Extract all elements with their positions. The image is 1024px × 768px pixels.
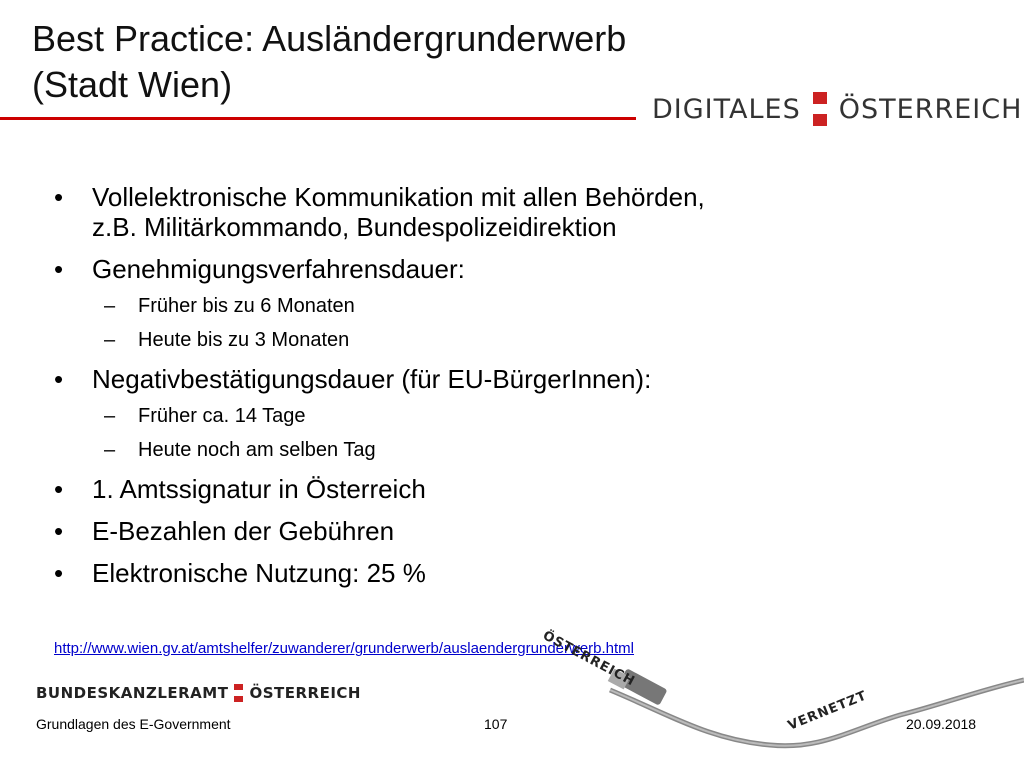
footer-page-number: 107 xyxy=(484,716,508,732)
bullet-item xyxy=(54,254,954,284)
bullet-item xyxy=(54,364,954,394)
bullet-item xyxy=(54,558,954,588)
sub-bullet-item xyxy=(54,404,954,428)
bullet-marker: • xyxy=(54,516,64,546)
bundeskanzleramt-logo xyxy=(36,684,361,702)
slide-title-line-2: (Stadt Wien) xyxy=(32,64,233,105)
source-link[interactable]: http://www.wien.gv.at/amtshelfer/zuwanderer/grunderwerb/auslaendergrunderwerb.html xyxy=(54,640,635,657)
logo-word-left: DIGITALES xyxy=(652,93,801,125)
bullet-text: Elektronische Nutzung: 25 % xyxy=(92,558,426,588)
logo-bottom-left: BUNDESKANZLERAMT xyxy=(36,684,229,702)
logo-bottom-right: ÖSTERREICH xyxy=(249,684,361,702)
bullet-item xyxy=(54,182,954,242)
title-underline-rule xyxy=(0,117,636,120)
bullet-text: Genehmigungsverfahrensdauer: xyxy=(92,254,465,284)
bullet-text: Vollelektronische Kommunikation mit allen Behörden, xyxy=(92,182,705,212)
bullet-text: 1. Amtssignatur in Österreich xyxy=(92,474,426,504)
bullet-text: Früher bis zu 6 Monaten xyxy=(138,295,355,317)
austrian-flag-small-icon xyxy=(234,684,243,702)
footer-date: 20.09.2018 xyxy=(906,716,977,732)
bullet-list xyxy=(54,182,954,600)
digitales-oesterreich-logo xyxy=(652,86,1022,132)
bullet-marker: • xyxy=(54,364,64,394)
bullet-marker: – xyxy=(104,329,116,351)
bullet-text: Heute noch am selben Tag xyxy=(138,439,376,461)
bullet-text: z.B. Militärkommando, Bundespolizeidirektion xyxy=(92,212,617,242)
austrian-flag-icon xyxy=(813,92,827,126)
network-cable-graphic xyxy=(520,620,1024,768)
sub-bullet-item xyxy=(54,438,954,462)
footer-course-title: Grundlagen des E-Government xyxy=(36,716,231,732)
bullet-marker: – xyxy=(104,405,116,427)
bullet-marker: – xyxy=(104,295,116,317)
bullet-text: Negativbestätigungsdauer (für EU-BürgerInnen): xyxy=(92,364,652,394)
bullet-text: E-Bezahlen der Gebühren xyxy=(92,516,395,546)
sub-bullet-item xyxy=(54,294,954,318)
bullet-item xyxy=(54,474,954,504)
bullet-text: Früher ca. 14 Tage xyxy=(138,405,306,427)
sub-bullet-item xyxy=(54,328,954,352)
logo-word-right: ÖSTERREICH xyxy=(838,93,1023,125)
bullet-marker: • xyxy=(54,474,64,504)
bullet-text: Heute bis zu 3 Monaten xyxy=(138,329,350,351)
bullet-marker: • xyxy=(54,558,64,588)
bullet-item xyxy=(54,516,954,546)
cable-word-1: ÖSTERREICH xyxy=(540,628,638,690)
bullet-marker: – xyxy=(104,439,116,461)
bullet-marker: • xyxy=(54,182,64,212)
slide-title-line-1: Best Practice: Ausländergrunderwerb xyxy=(32,18,627,59)
cable-word-2: VERNETZT xyxy=(785,688,870,734)
bullet-marker: • xyxy=(54,254,64,284)
